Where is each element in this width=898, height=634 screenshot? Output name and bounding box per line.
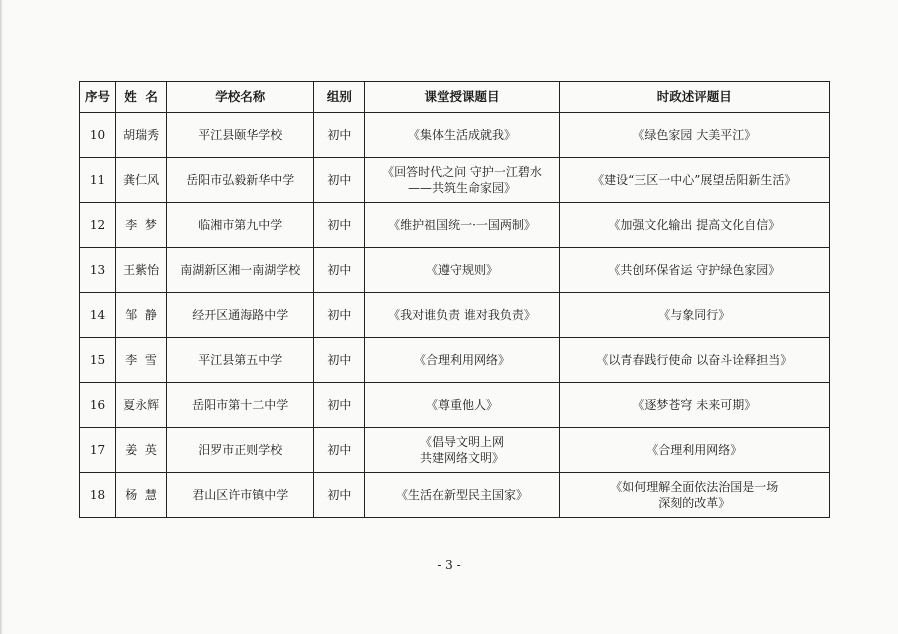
cell-topic: 《加强文化输出 提高文化自信》 [559,203,829,248]
header-name: 姓 名 [116,82,167,113]
cell-seq: 15 [80,338,116,383]
cell-school: 岳阳市第十二中学 [167,383,314,428]
table-row [80,338,830,383]
cell-name: 夏永辉 [116,383,167,428]
table-row [80,113,830,158]
cell-seq: 17 [80,428,116,473]
cell-group: 初中 [314,473,365,518]
table-row [80,473,830,518]
table-row [80,248,830,293]
cell-school: 君山区许市镇中学 [167,473,314,518]
cell-group: 初中 [314,203,365,248]
cell-school: 临湘市第九中学 [167,203,314,248]
cell-topic: 《逐梦苍穹 未来可期》 [559,383,829,428]
cell-name: 杨 慧 [116,473,167,518]
cell-lesson: 《维护祖国统一·一国两制》 [365,203,559,248]
cell-school: 平江县第五中学 [167,338,314,383]
cell-group: 初中 [314,338,365,383]
header-seq: 序号 [80,82,116,113]
cell-school: 岳阳市弘毅新华中学 [167,158,314,203]
cell-topic: 《共创环保省运 守护绿色家园》 [559,248,829,293]
cell-name: 龚仁风 [116,158,167,203]
award-table [79,81,830,518]
cell-group: 初中 [314,293,365,338]
header-school: 学校名称 [167,82,314,113]
cell-lesson: 《尊重他人》 [365,383,559,428]
cell-group: 初中 [314,383,365,428]
cell-topic: 《绿色家园 大美平江》 [559,113,829,158]
table-body [80,113,830,518]
cell-school: 南湖新区湘一南湖学校 [167,248,314,293]
cell-topic: 《以青春践行使命 以奋斗诠释担当》 [559,338,829,383]
cell-topic: 《如何理解全面依法治国是一场 深刻的改革》 [559,473,829,518]
cell-school: 汨罗市正则学校 [167,428,314,473]
cell-seq: 11 [80,158,116,203]
header-group: 组别 [314,82,365,113]
cell-seq: 16 [80,383,116,428]
scan-edge [0,0,3,634]
cell-topic: 《建设“三区一中心”展望岳阳新生活》 [559,158,829,203]
cell-seq: 13 [80,248,116,293]
table-row [80,158,830,203]
cell-group: 初中 [314,158,365,203]
cell-lesson: 《我对谁负责 谁对我负责》 [365,293,559,338]
cell-name: 邹 静 [116,293,167,338]
header-topic: 时政述评题目 [559,82,829,113]
cell-topic: 《合理利用网络》 [559,428,829,473]
cell-name: 王紫怡 [116,248,167,293]
table-header-row [80,82,830,113]
cell-group: 初中 [314,113,365,158]
cell-seq: 18 [80,473,116,518]
cell-lesson: 《回答时代之问 守护一江碧水 ——共筑生命家园》 [365,158,559,203]
cell-name: 李 梦 [116,203,167,248]
cell-school: 平江县颐华学校 [167,113,314,158]
cell-school: 经开区通海路中学 [167,293,314,338]
cell-lesson: 《生活在新型民主国家》 [365,473,559,518]
cell-lesson: 《合理利用网络》 [365,338,559,383]
cell-seq: 12 [80,203,116,248]
table-row [80,383,830,428]
table-row [80,293,830,338]
cell-group: 初中 [314,428,365,473]
header-lesson: 课堂授课题目 [365,82,559,113]
cell-lesson: 《倡导文明上网 共建网络文明》 [365,428,559,473]
cell-group: 初中 [314,248,365,293]
cell-seq: 10 [80,113,116,158]
table-row [80,428,830,473]
cell-name: 胡瑞秀 [116,113,167,158]
table-row [80,203,830,248]
cell-topic: 《与象同行》 [559,293,829,338]
cell-name: 姜 英 [116,428,167,473]
page-number: - 3 - [437,558,461,572]
cell-lesson: 《集体生活成就我》 [365,113,559,158]
cell-seq: 14 [80,293,116,338]
cell-name: 李 雪 [116,338,167,383]
cell-lesson: 《遵守规则》 [365,248,559,293]
